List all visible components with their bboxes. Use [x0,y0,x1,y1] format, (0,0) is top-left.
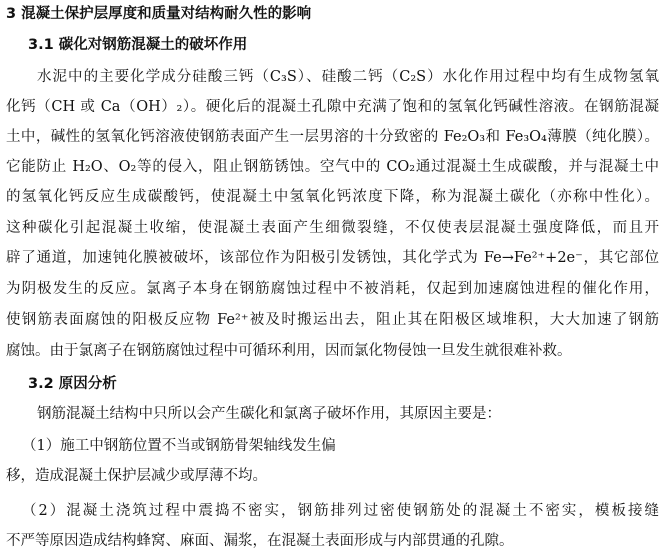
paragraph-line-3: 土中，碱性的氢氧化钙溶液使钢筋表面产生一层男溶的十分致密的 Fe₂O₃和 Fe₃O₄薄膜（纯化膜）。 [6,129,659,145]
paragraph-line-9: 使钢筋表面腐蚀的阳极反应物 Fe²⁺被及时搬运出去，阻止其在阳极区域堆积，大大加速了钢筋 [6,312,659,328]
paragraph-line-8: 为阴极发生的反应。氯离子本身在钢筋腐蚀过程中不被消耗，仅起到加速腐蚀进程的催化作用， [6,281,659,297]
cause-item-1-line-2: 移，造成混凝土保护层减少或厚薄不均。 [6,468,267,484]
paragraph-line-5: 的氢氧化钙反应生成碳酸钙，使混凝土中氢氧化钙浓度下降，称为混凝土碳化（亦称中性化）。 [6,189,659,205]
paragraph-line-4: 它能防止 H₂O、O₂等的侵入，阻止钢筋锈蚀。空气中的 CO₂通过混凝土生成碳酸，并与混凝土中 [6,159,659,175]
cause-item-2-line-1: （2）混凝土浇筑过程中震捣不密实，钢筋排列过密使钢筋处的混凝土不密实，模板接缝 [22,503,659,519]
paragraph-line-6: 这种碳化引起混凝土收缩，使混凝土表面产生细微裂缝，不仅使表层混凝土强度降低，而且开 [6,220,659,236]
section-heading: 3 混凝土保护层厚度和质量对结构耐久性的影响 [6,6,312,22]
subsection-title-3-1: 3.1 碳化对钢筋混凝土的破坏作用 [28,37,248,53]
subsection-title-3-2: 3.2 原因分析 [28,376,117,392]
paragraph-line-2: 化钙（CH 或 Ca（OH）₂）。硬化后的混凝土孔隙中充满了饱和的氢氧化钙碱性溶液。在钢筋混凝 [6,99,659,115]
analysis-intro: 钢筋混凝土结构中只所以会产生碳化和氯离子破坏作用，其原因主要是： [37,406,501,422]
paragraph-line-1: 水泥中的主要化学成分硅酸三钙（C₃S）、硅酸二钙（C₂S）水化作用过程中均有生成物氢氧 [37,69,659,85]
cause-item-2-line-2: 不严等原因造成结构蜂窝、麻面、漏浆，在混凝土表面形成与内部贯通的孔隙。 [6,533,514,549]
paragraph-line-7: 辟了通道，加速钝化膜被破坏，该部位作为阳极引发锈蚀，其化学式为 Fe→Fe²⁺+2e⁻，其它部位 [6,250,659,266]
paragraph-line-10: 腐蚀。由于氯离子在钢筋腐蚀过程中可循环利用，因而氯化物侵蚀一旦发生就很难补救。 [6,343,572,359]
cause-item-1-line-1: （1）施工中钢筋位置不当或钢筋骨架轴线发生偏 [22,438,336,454]
